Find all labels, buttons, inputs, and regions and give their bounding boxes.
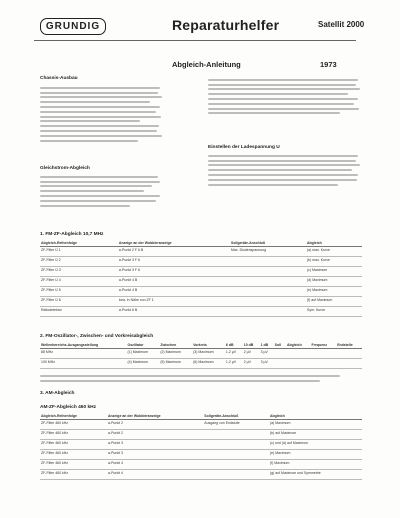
table-cell: ZF-Filter 460 kHz	[40, 460, 107, 470]
table-cell	[311, 359, 337, 369]
table-cell: ZF-Filter Ü 3	[40, 267, 118, 277]
table-cell: ZF-Filter Ü 5	[40, 287, 118, 297]
table3-header: Abgleich-Reihenfolge	[40, 413, 107, 420]
table-cell: ZF-Filter Ü 1	[40, 247, 118, 257]
table-cell: (2) Maximum	[159, 349, 192, 359]
table2-header: Vorkreis	[192, 342, 225, 349]
table-cell: a-Punkt 4 B	[118, 277, 230, 287]
document-subtitle: Abgleich-Anleitung	[172, 60, 241, 69]
table-cell: (1) Maximum	[127, 349, 160, 359]
section-chassis: Chassis-Ausbau	[40, 76, 78, 81]
am-zf-table	[40, 413, 362, 480]
table-cell: Ratiodetektor	[40, 307, 118, 317]
table-row	[40, 420, 362, 430]
table-cell	[230, 277, 306, 287]
table-cell	[274, 349, 286, 359]
table-row	[40, 440, 362, 450]
table2-header: Soll	[274, 342, 286, 349]
table1-header: Abgleich	[306, 240, 362, 247]
table-row	[40, 267, 362, 277]
table-cell	[286, 359, 311, 369]
table-row	[40, 460, 362, 470]
table-cell: ZF-Filter 460 kHz	[40, 470, 107, 480]
table2-header: Wellenbereichs-Ausgangsstellung	[40, 342, 127, 349]
table-cell: bzw. in Nähe von ZF 1	[118, 297, 230, 307]
table-cell: a-Punkt 2	[107, 420, 203, 430]
table-cell: ZF-Filter 460 kHz	[40, 430, 107, 440]
table-cell: (g) auf Maximum und Symmetrie	[269, 470, 362, 480]
table-cell: a-Punkt 3	[107, 450, 203, 460]
table-cell: a-Punkt 6 B	[118, 307, 230, 317]
table-cell	[311, 349, 337, 359]
fm-zf-table	[40, 240, 362, 317]
ladespannung-text-block	[208, 152, 362, 188]
table1-header: Sollgeräte-Anschluß	[230, 240, 306, 247]
table-cell: 1,2 µV	[225, 349, 243, 359]
table-cell: a-Punkt 3 F 6	[118, 257, 230, 267]
table2-header: Abgleich	[286, 342, 311, 349]
model-name: Satellit 2000	[318, 20, 365, 29]
table3-header: Sollgeräte-Anschluß	[203, 413, 269, 420]
table-cell	[203, 430, 269, 440]
table-cell: (4) Maximum	[127, 359, 160, 369]
table-cell	[336, 359, 362, 369]
table-cell	[230, 267, 306, 277]
table-cell: (5) Maximum	[159, 359, 192, 369]
table-cell: 3 µV	[260, 349, 274, 359]
section-am: 3. AM-Abgleich	[40, 391, 75, 396]
table-cell: a-Punkt 2	[107, 430, 203, 440]
table-cell: 2 µV	[243, 349, 260, 359]
table-row	[40, 277, 362, 287]
table2-header: 6 dB	[225, 342, 243, 349]
table-row	[40, 450, 362, 460]
table-cell: (c) und (d) auf Maximum	[269, 440, 362, 450]
table1-header: Abgleich-Reihenfolge	[40, 240, 118, 247]
table-row	[40, 359, 362, 369]
table-cell: 1,2 µV	[225, 359, 243, 369]
gleichstrom-text-block	[40, 173, 166, 209]
table-cell: (e) Maximum	[269, 450, 362, 460]
table-cell	[230, 307, 306, 317]
page-title: Reparaturhelfer	[172, 17, 280, 33]
table-cell: (6) Maximum	[192, 359, 225, 369]
table3-header: Abgleich	[269, 413, 362, 420]
table-cell: a-Punkt 4	[107, 460, 203, 470]
table-cell: Max. Diodenspannung	[230, 247, 306, 257]
table-cell	[286, 349, 311, 359]
table-cell: (a) max. Kurve	[306, 247, 362, 257]
table-cell: a-Punkt 4 B	[118, 287, 230, 297]
table-cell: ZF-Filter Ü 2	[40, 257, 118, 267]
table-cell: (b) auf Maximum	[269, 430, 362, 440]
table-cell: (f) auf Maximum	[306, 297, 362, 307]
table-cell: ZF-Filter 460 kHz	[40, 450, 107, 460]
table-row	[40, 307, 362, 317]
table-cell	[230, 257, 306, 267]
notes-text-block	[40, 372, 362, 384]
table-cell	[203, 440, 269, 450]
table-cell	[203, 470, 269, 480]
table-row	[40, 470, 362, 480]
table-cell: a-Punkt 3 F 6	[118, 267, 230, 277]
table-cell	[203, 450, 269, 460]
table-cell: ZF-Filter Ü 4	[40, 277, 118, 287]
table-row	[40, 430, 362, 440]
table-cell: ZF-Filter 460 kHz	[40, 420, 107, 430]
section-fm-zf: 1. FM-ZF-Abgleich 10,7 MHz	[40, 232, 104, 237]
table-cell: ZF-Filter Ü 6	[40, 297, 118, 307]
table-cell: (a) Maximum	[269, 420, 362, 430]
table-cell	[230, 287, 306, 297]
table-row	[40, 257, 362, 267]
table-cell: a-Punkt 4	[107, 470, 203, 480]
table-row	[40, 349, 362, 359]
table-cell: 2 µV	[243, 359, 260, 369]
table2-header: Oszillator	[127, 342, 160, 349]
header-rule	[34, 40, 356, 41]
table-cell: a-Punkt 3	[107, 440, 203, 450]
table-cell	[203, 460, 269, 470]
table-cell: (3) Maximum	[192, 349, 225, 359]
table-cell: ZF-Filter 460 kHz	[40, 440, 107, 450]
table2-header: Endstelle	[336, 342, 362, 349]
fm-osz-table	[40, 342, 362, 369]
section-am-zf: AM-ZF-Abgleich 460 kHz	[40, 405, 96, 410]
table-cell: Ausgang von Endstufe	[203, 420, 269, 430]
grundig-logo: GRUNDIG	[40, 18, 106, 35]
section-gleichstrom: Gleichstrom-Abgleich	[40, 166, 90, 171]
table2-header: Frequenz	[311, 342, 337, 349]
table2-header: 1 dB	[260, 342, 274, 349]
table-row	[40, 287, 362, 297]
table2-header: Zwischen	[159, 342, 192, 349]
table-row	[40, 247, 362, 257]
table3-header: Anzeige an der Wobbleranzeige	[107, 413, 203, 420]
document-year: 1973	[320, 60, 337, 69]
table-cell: (d) Maximum	[306, 277, 362, 287]
table-row	[40, 297, 362, 307]
table-cell: (e) Maximum	[306, 287, 362, 297]
table-cell: 88 MHz	[40, 349, 127, 359]
table1-header: Anzeige an der Wobbleranzeige	[118, 240, 230, 247]
table-cell	[230, 297, 306, 307]
table-cell: (f) Maximum	[269, 460, 362, 470]
section-ladespannung: Einstellen der Ladespannung U	[208, 145, 280, 150]
table-cell: Sym. Kurve	[306, 307, 362, 317]
chassis-text-block	[40, 84, 166, 144]
right-text-block	[208, 76, 362, 117]
table-cell	[274, 359, 286, 369]
table-cell: 100 MHz	[40, 359, 127, 369]
table-cell: a-Punkt 2 F 6 B	[118, 247, 230, 257]
table-cell: 3 µV	[260, 359, 274, 369]
table-cell: (c) Maximum	[306, 267, 362, 277]
table-cell	[336, 349, 362, 359]
section-fm-osz: 2. FM-Oszillator-, Zwischen- und Vorkreisabgleich	[40, 334, 154, 339]
table-cell: (b) max. Kurve	[306, 257, 362, 267]
table2-header: 10 dB	[243, 342, 260, 349]
